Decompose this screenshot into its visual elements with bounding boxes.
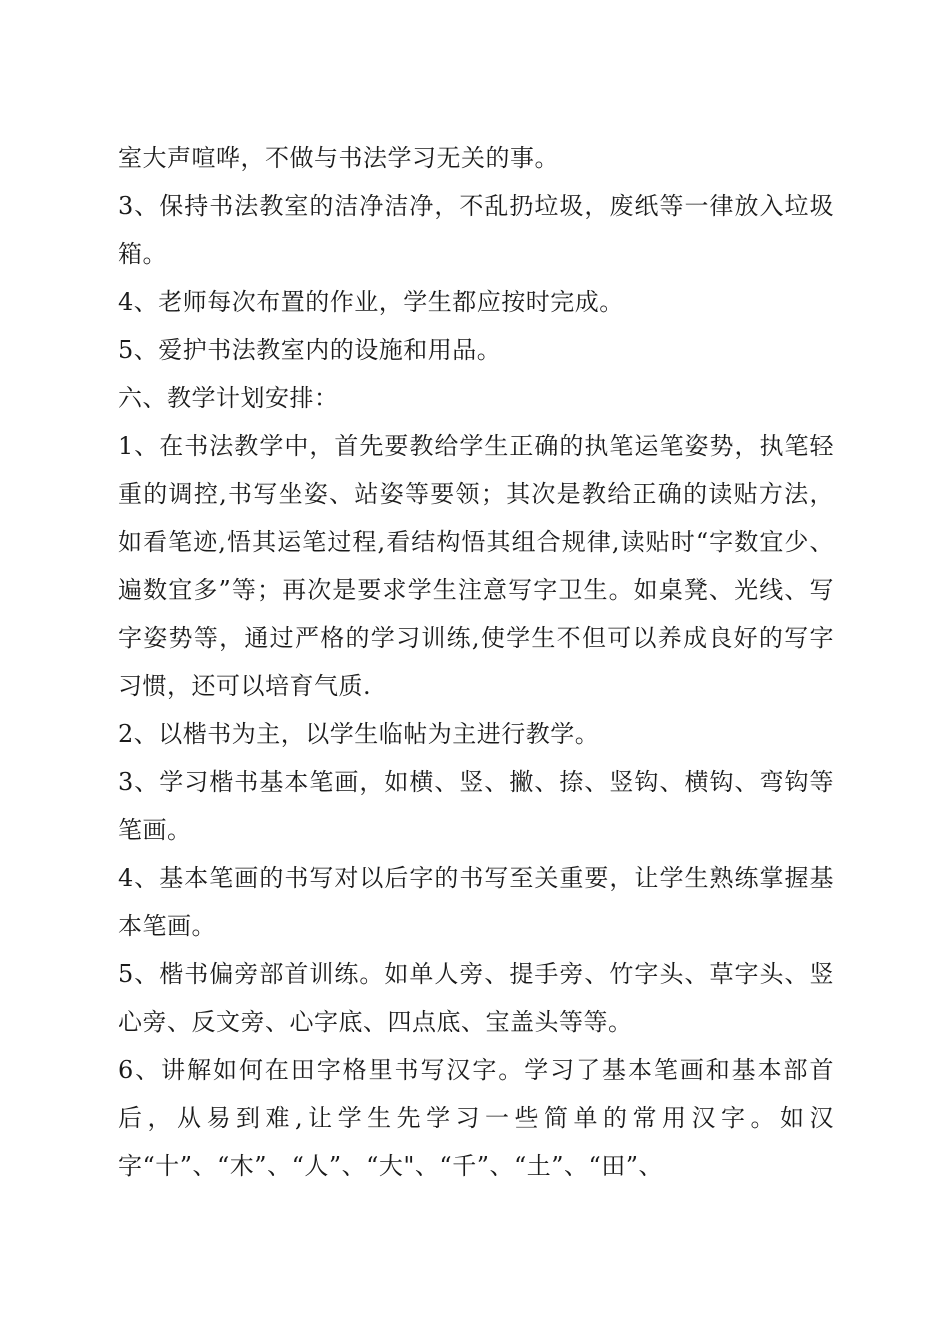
paragraph-10: 5、楷书偏旁部首训练。如单人旁、提手旁、竹字头、草字头、竖心旁、反文旁、心字底、四点底、宝盖头等等。 bbox=[118, 960, 834, 1036]
paragraph-2: 3、保持书法教室的洁净洁净，不乱扔垃圾，废纸等一律放入垃圾箱。 bbox=[118, 192, 834, 268]
paragraph-9: 4、基本笔画的书写对以后字的书写至关重要，让学生熟练掌握基本笔画。 bbox=[118, 864, 834, 940]
paragraph-1: 室大声喧哗，不做与书法学习无关的事。 bbox=[118, 144, 559, 172]
paragraph-6: 1、在书法教学中，首先要教给学生正确的执笔运笔姿势，执笔轻重的调控,书写坐姿、站姿等要领；其次是教给正确的读贴方法，如看笔迹,悟其运笔过程,看结构悟其组合规律,读贴时“字数宜少、遍数宜多”等；再次是要求学生注意写字卫生。如桌凳、光线、写字姿势等，通过严格的学习训练,使学生不但可以养成良好的写字习惯，还可以培育气质. bbox=[118, 432, 834, 700]
document-body bbox=[118, 134, 834, 1190]
section-heading: 六、教学计划安排： bbox=[118, 384, 339, 412]
paragraph-7: 2、以楷书为主，以学生临帖为主进行教学。 bbox=[118, 720, 600, 748]
paragraph-3: 4、老师每次布置的作业，学生都应按时完成。 bbox=[118, 288, 624, 316]
paragraph-4: 5、爱护书法教室内的设施和用品。 bbox=[118, 336, 502, 364]
paragraph-11: 6、讲解如何在田字格里书写汉字。学习了基本笔画和基本部首后，从易到难,让学生先学习一些简单的常用汉字。如汉字“十”、“木”、“人”、“大"、“千”、“土”、“田”、 bbox=[118, 1056, 834, 1180]
paragraph-8: 3、学习楷书基本笔画，如横、竖、撇、捺、竖钩、横钩、弯钩等笔画。 bbox=[118, 768, 834, 844]
